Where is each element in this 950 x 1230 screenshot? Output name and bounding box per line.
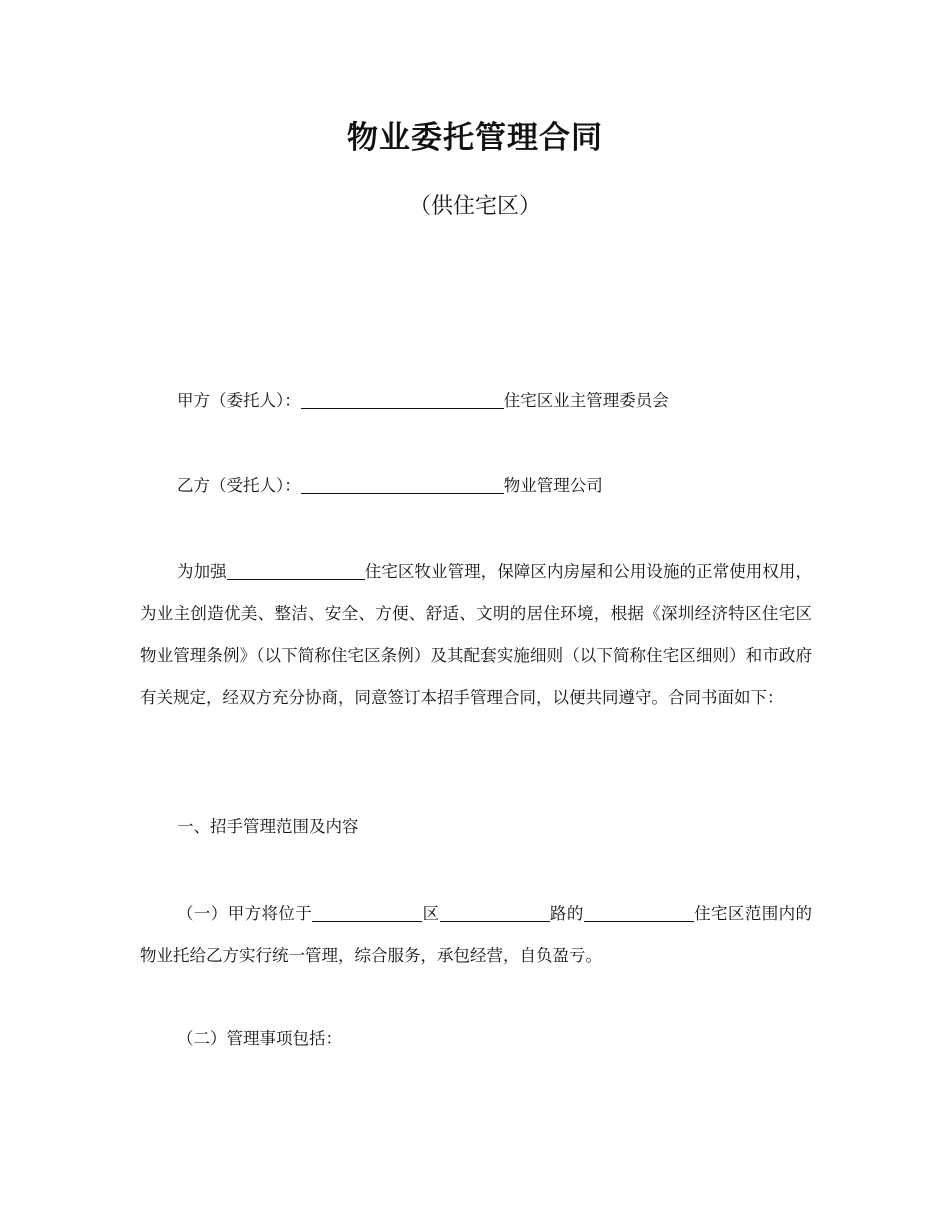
party-a-blank xyxy=(301,390,504,409)
party-a-line xyxy=(177,390,669,412)
party-a-label: 甲方（委托人）： xyxy=(177,391,301,410)
party-a-suffix: 住宅区业主管理委员会 xyxy=(503,391,669,410)
party-b-line xyxy=(177,475,603,497)
item-1-district: 区 xyxy=(422,904,440,923)
item-1-road: 路的 xyxy=(549,904,584,923)
document-title: 物业委托管理合同 xyxy=(347,120,603,156)
document-subtitle: （供住宅区） xyxy=(408,194,541,219)
location-blank-1 xyxy=(312,903,422,922)
preamble-blank xyxy=(227,561,365,580)
item-1-prefix: （一）甲方将位于 xyxy=(177,904,313,923)
location-blank-2 xyxy=(440,903,550,922)
party-b-suffix: 物业管理公司 xyxy=(503,476,603,495)
section-1-heading: 一、招手管理范围及内容 xyxy=(177,817,359,836)
party-b-blank xyxy=(301,475,504,494)
item-1-rest: 住宅区范围内的物业托给乙方实行统一管理，综合服务，承包经营，自负盈亏。 xyxy=(140,904,813,965)
preamble-paragraph xyxy=(140,551,812,719)
section-1-item-1 xyxy=(140,893,812,977)
preamble-rest: 住宅区牧业管理，保障区内房屋和公用设施的正常使用权用，为业主创造优美、整洁、安全、方便、舒适、文明的居住环境，根据《深圳经济特区住宅区物业管理条例》（以下简称住宅区条例）及其配套实施细则（以下简称住宅区细则）和市政府有关规定，经双方充分协商，同意签订本招手管理合同，以便共同遵守。合同书面如下： xyxy=(140,562,813,707)
party-b-label: 乙方（受托人）： xyxy=(177,476,301,495)
section-1-item-2: （二）管理事项包括： xyxy=(177,1029,342,1048)
preamble-start: 为加强 xyxy=(177,562,227,581)
location-blank-3 xyxy=(584,903,694,922)
